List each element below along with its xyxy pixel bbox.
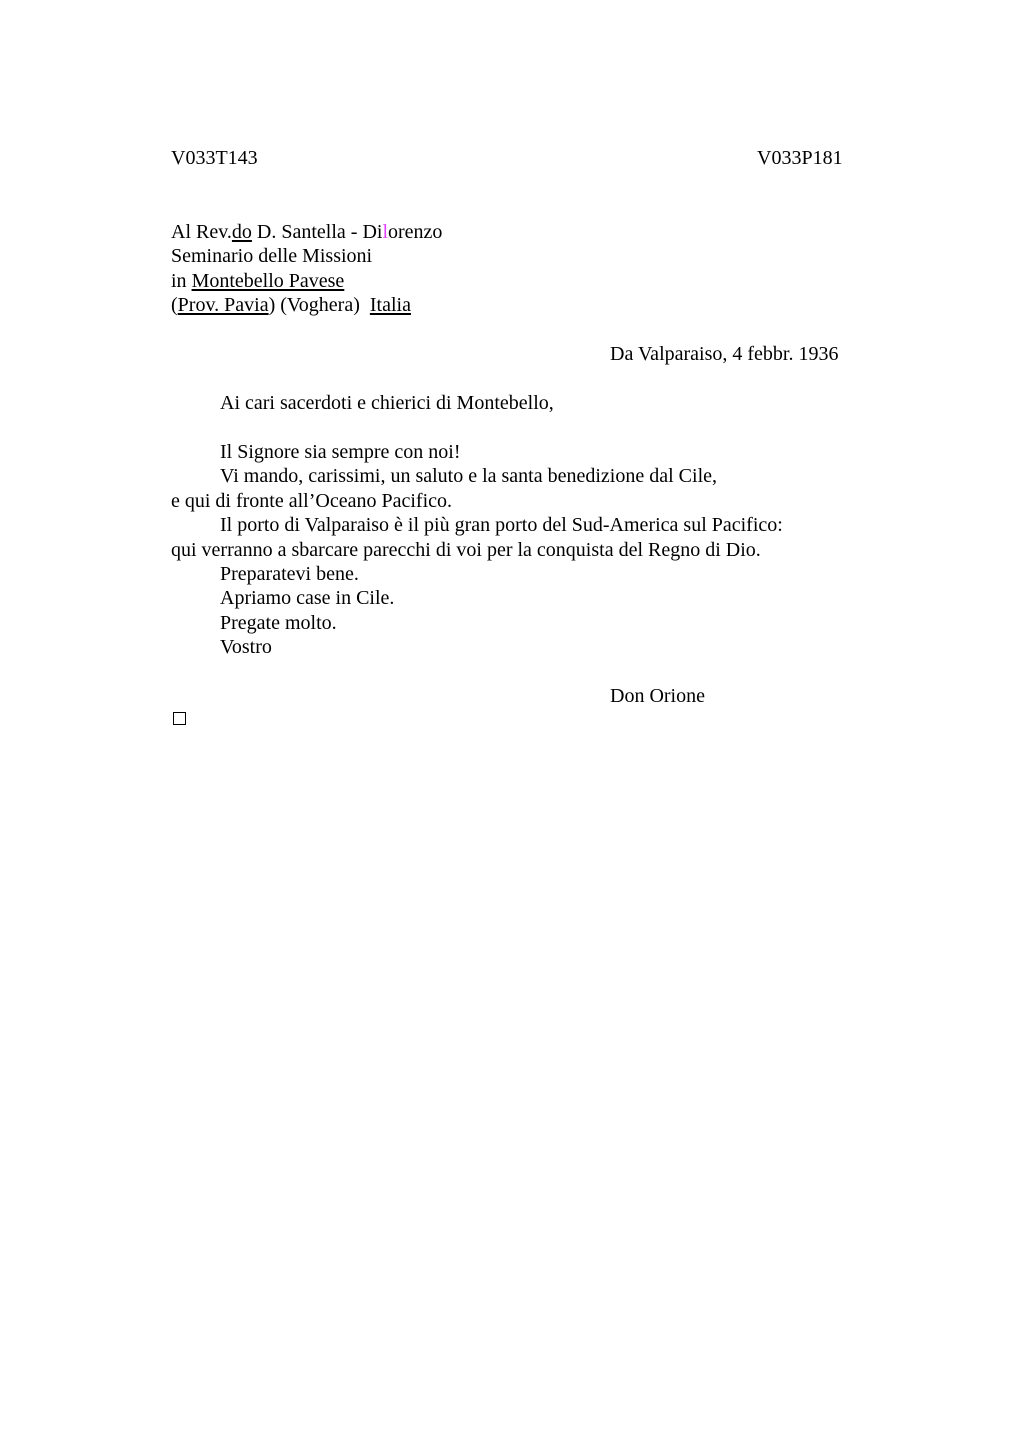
dateline: Da Valparaiso, 4 febbr. 1936 (610, 343, 839, 365)
body-line-1: Il Signore sia sempre con noi! (220, 441, 461, 463)
body-line-5: qui verranno a sbarcare parecchi di voi per la conquista del Regno di Dio. (171, 539, 761, 561)
address-prefix: Al Rev. (171, 221, 232, 243)
body-line-8: Pregate molto. (220, 612, 337, 634)
address-name-accent: l (382, 221, 389, 243)
address-name-a: D. Santella - Di (251, 221, 383, 243)
body-line-3: e qui di fronte all’Oceano Pacifico. (171, 490, 452, 512)
body-line-7: Apriamo case in Cile. (220, 587, 395, 609)
address-in: in (171, 270, 192, 292)
document-code-left: V033T143 (171, 147, 258, 169)
signature: Don Orione (610, 685, 705, 707)
address-line-4 (171, 293, 411, 317)
address-line-2: Seminario delle Missioni (171, 245, 373, 267)
address-line-1 (171, 220, 442, 244)
document-code-right: V033P181 (757, 147, 843, 169)
address-place: Montebello Pavese (191, 270, 345, 292)
salutation: Ai cari sacerdoti e chierici di Montebello, (220, 392, 554, 414)
body-line-9: Vostro (220, 636, 272, 658)
address-line-3 (171, 269, 344, 293)
address-country: Italia (369, 294, 411, 316)
body-line-6: Preparatevi bene. (220, 563, 359, 585)
address-abbrev: do (231, 221, 252, 243)
body-line-4: Il porto di Valparaiso è il più gran porto del Sud-America sul Pacifico: (220, 514, 783, 536)
address-middle: ) (Voghera) (268, 294, 370, 316)
body-line-2: Vi mando, carissimi, un saluto e la santa benedizione dal Cile, (220, 465, 718, 487)
address-open-paren: ( (171, 294, 178, 316)
end-marker-square-icon (173, 712, 186, 725)
address-province: Prov. Pavia (177, 294, 269, 316)
address-name-b: orenzo (388, 221, 443, 243)
